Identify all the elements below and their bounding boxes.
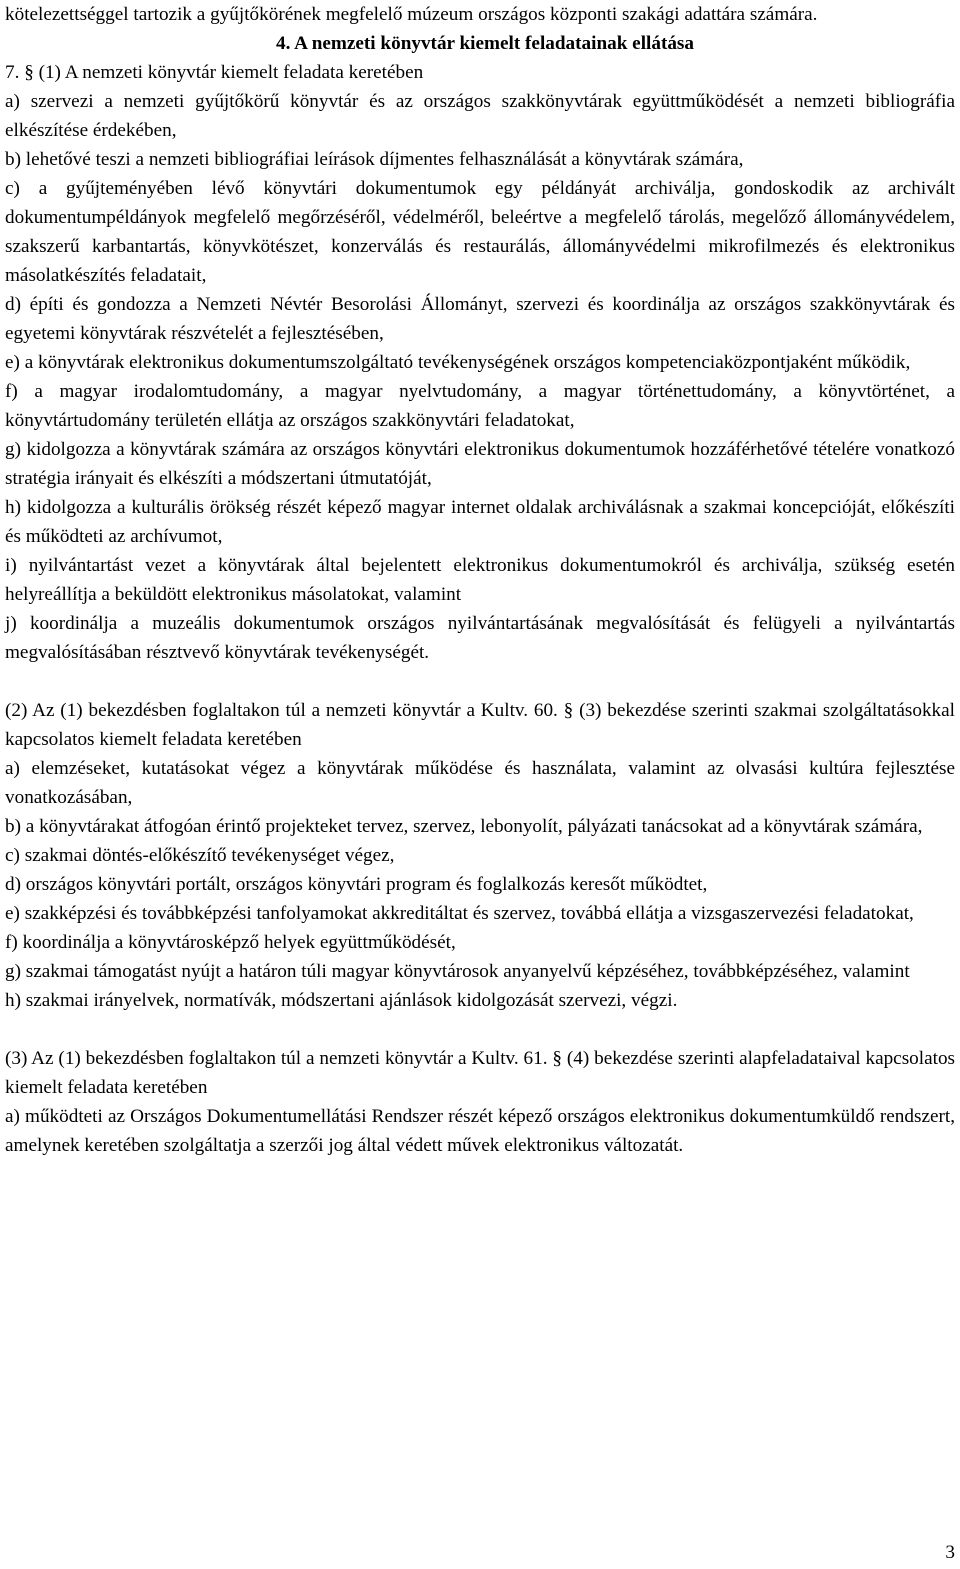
list-item: d) országos könyvtári portált, országos könyvtári program és foglalkozás keresőt működtet, xyxy=(5,874,708,895)
list-item: g) szakmai támogatást nyújt a határon túli magyar könyvtárosok anyanyelvű képzéséhez, továbbképzéséhez, valamint xyxy=(5,961,910,982)
section-1-intro: 7. § (1) A nemzeti könyvtár kiemelt feladata keretében xyxy=(5,62,424,83)
list-item: f) a magyar irodalomtudomány, a magyar nyelvtudomány, a magyar történettudomány, a könyvtörténet, a könyvtártudomány területén ellátja az országos szakkönyvtári feladatokat, xyxy=(5,381,955,431)
list-item: a) elemzéseket, kutatásokat végez a könyvtárak működése és használata, valamint az olvasási kultúra fejlesztése vonatkozásában, xyxy=(5,758,955,808)
list-item: b) a könyvtárakat átfogóan érintő projekteket tervez, szervez, lebonyolít, pályázati tanácsokat ad a könyvtárak számára, xyxy=(5,816,923,837)
list-item: b) lehetővé teszi a nemzeti bibliográfiai leírások díjmentes felhasználását a könyvtárak számára, xyxy=(5,149,744,170)
list-item: a) működteti az Országos Dokumentumellátási Rendszer részét képező országos elektronikus dokumentumküldő rendszert, amelynek keretében szolgáltatja a szerzői jog által védett művek elektronikus változatát. xyxy=(5,1106,955,1156)
list-item: f) koordinálja a könyvtárosképző helyek együttműködését, xyxy=(5,932,456,953)
list-item: e) szakképzési és továbbképzési tanfolyamokat akkreditáltat és szervez, továbbá ellátja a vizsgaszervezési feladatokat, xyxy=(5,903,914,924)
paragraph-gap xyxy=(5,1015,955,1044)
intro-paragraph: kötelezettséggel tartozik a gyűjtőkörének megfelelő múzeum országos központi szakági adattára számára. xyxy=(5,4,818,25)
list-item: h) szakmai irányelvek, normatívák, módszertani ajánlások kidolgozását szervezi, végzi. xyxy=(5,990,678,1011)
paragraph-gap xyxy=(5,667,955,696)
document-page xyxy=(5,0,955,1160)
section-heading: 4. A nemzeti könyvtár kiemelt feladatainak ellátása xyxy=(275,33,694,54)
list-item: j) koordinálja a muzeális dokumentumok országos nyilvántartásának megvalósítását és felügyeli a nyilvántartás megvalósításában résztvevő könyvtárak tevékenységét. xyxy=(5,613,955,663)
list-item: c) szakmai döntés-előkészítő tevékenységet végez, xyxy=(5,845,395,866)
section-2-intro: (2) Az (1) bekezdésben foglaltakon túl a nemzeti könyvtár a Kultv. 60. § (3) bekezdése szerinti szakmai szolgáltatásokkal kapcsolatos kiemelt feladata keretében xyxy=(5,700,955,750)
list-item: e) a könyvtárak elektronikus dokumentumszolgáltató tevékenységének országos kompetenciaközpontjaként működik, xyxy=(5,352,911,373)
list-item: a) szervezi a nemzeti gyűjtőkörű könyvtár és az országos szakkönyvtárak együttműködését a nemzeti bibliográfia elkészítése érdekében, xyxy=(5,91,955,141)
list-item: d) építi és gondozza a Nemzeti Névtér Besorolási Állományt, szervezi és koordinálja az országos szakkönyvtárak és egyetemi könyvtárak részvételét a fejlesztésében, xyxy=(5,294,955,344)
list-item: h) kidolgozza a kulturális örökség részét képező magyar internet oldalak archiválásnak a szakmai koncepcióját, előkészíti és működteti az archívumot, xyxy=(5,497,955,547)
section-3-intro: (3) Az (1) bekezdésben foglaltakon túl a nemzeti könyvtár a Kultv. 61. § (4) bekezdése szerinti alapfeladataival kapcsolatos kiemelt feladata keretében xyxy=(5,1048,955,1098)
list-item: i) nyilvántartást vezet a könyvtárak által bejelentett elektronikus dokumentumokról és archiválja, szükség esetén helyreállítja a beküldött elektronikus másolatokat, valamint xyxy=(5,555,955,605)
list-item: c) a gyűjteményében lévő könyvtári dokumentumok egy példányát archiválja, gondoskodik az archivált dokumentumpéldányok megfelelő megőrzéséről, védelméről, beleértve a megfelelő tárolás, megelőző állományvédelem, szakszerű karbantartás, könyvkötészet, konzerválás és restaurálás, állományvédelmi mikrofilmezés és elektronikus másolatkészítés feladatait, xyxy=(5,178,955,286)
page-number: 3 xyxy=(945,1542,955,1563)
list-item: g) kidolgozza a könyvtárak számára az országos könyvtári elektronikus dokumentumok hozzáférhetővé tételére vonatkozó stratégia irányait és elkészíti a módszertani útmutatóját, xyxy=(5,439,955,489)
